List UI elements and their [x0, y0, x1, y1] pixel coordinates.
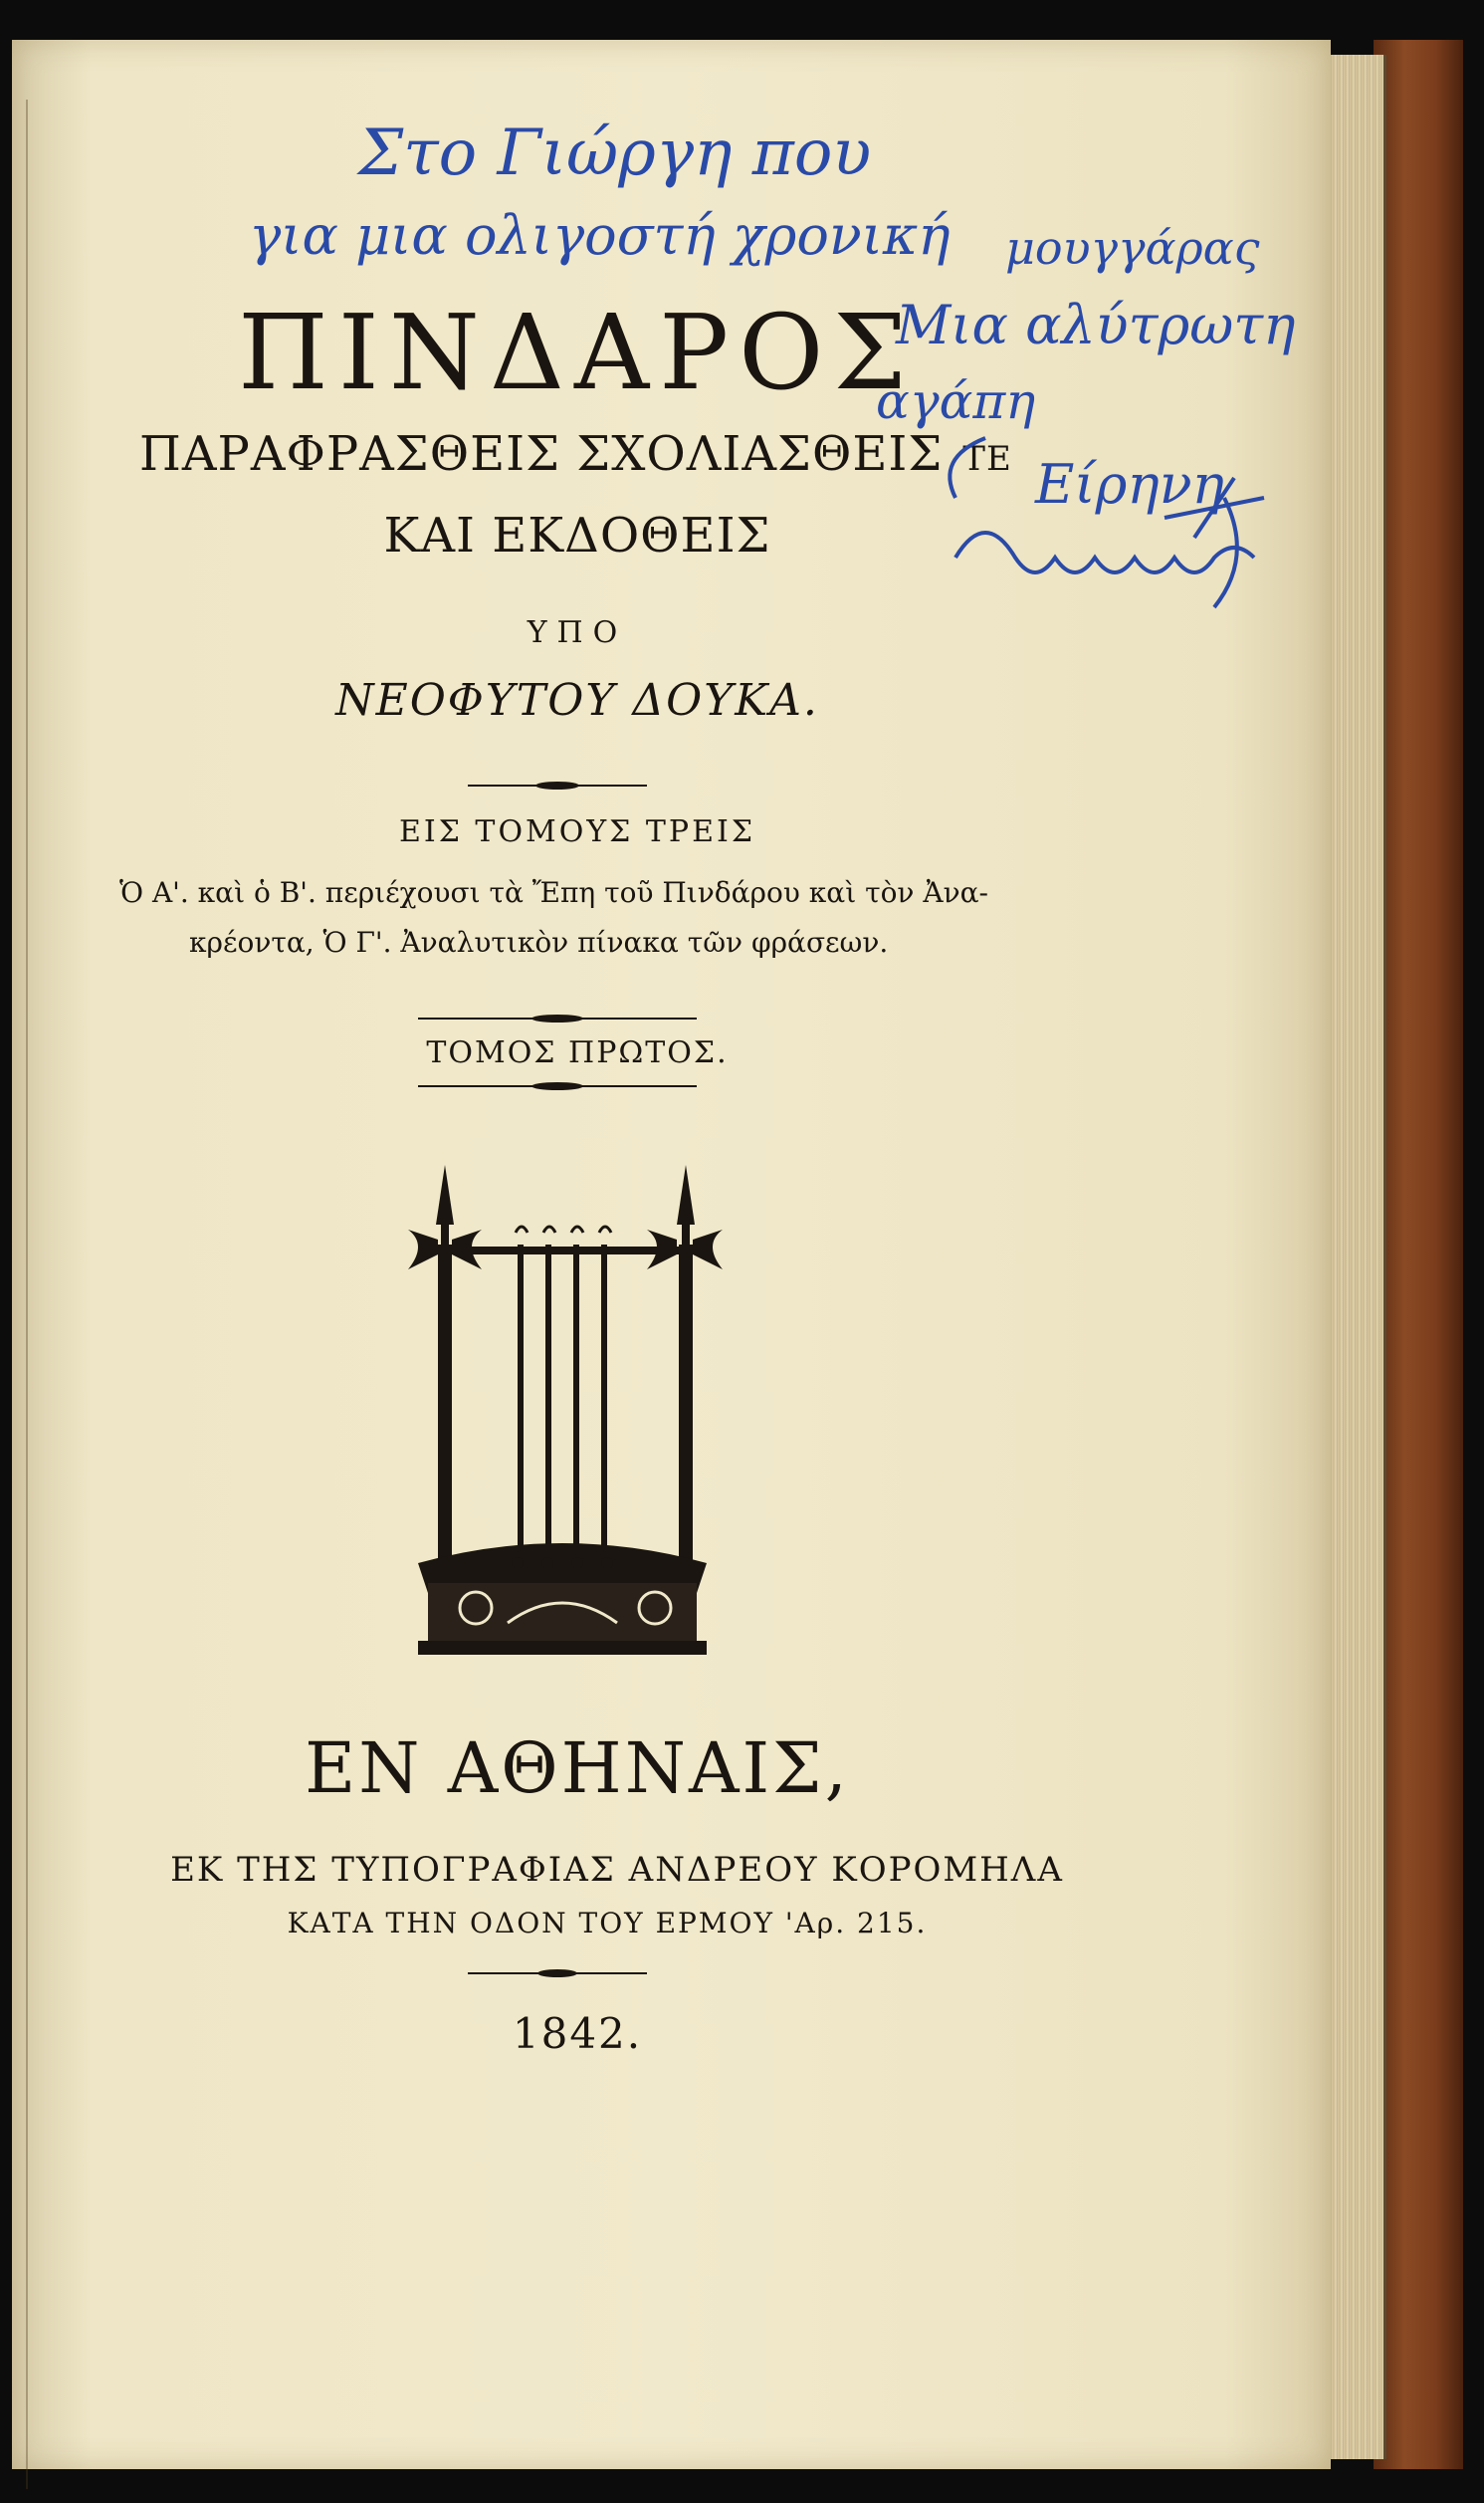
book-title: ΠΙΝΔΑΡΟΣ [238, 292, 917, 413]
dedication-line-6: Είρηνη [1035, 453, 1224, 516]
subtitle-line-1-text: ΠΑΡΑΦΡΑΣΘΕΙΣ ΣΧΟΛΙΑΣΘΕΙΣ [139, 426, 944, 482]
volume-label: ΤΟΜΟΣ ΠΡΩΤΟΣ. [426, 1035, 729, 1070]
publication-year: 1842. [512, 2009, 643, 2058]
printer-line-1: ΕΚ ΤΗΣ ΤΥΠΟΓΡΑΦΙΑΣ ΑΝΔΡΕΟΥ ΚΟΡΟΜΗΛΑ [170, 1850, 1064, 1890]
place-of-publication: ΕΝ ΑΘΗΝΑΙΣ, [305, 1727, 850, 1809]
printer-line-2: ΚΑΤΑ ΤΗΝ ΟΔΟΝ ΤΟΥ ΕΡΜΟΥ 'Αρ. 215. [287, 1907, 928, 1939]
author-name: ΝΕΟΦΥΤΟΥ ΔΟΥΚΑ. [335, 675, 819, 726]
volumes-note-line-2: κρέοντα, Ὁ Γ'. Ἀναλυτικὸν πίνακα τῶν φράσεων. [189, 926, 889, 959]
dedication-line-4: Μια αλύτρωτη [896, 294, 1296, 356]
dedication-line-2: για μια ολιγοστή χρονική [249, 204, 951, 267]
volumes-note-line-1: Ὁ Α'. καὶ ὁ Β'. περιέχουσι τὰ Ἔπη τοῦ Πινδάρου καὶ τὸν Ἀνα- [119, 876, 988, 909]
dedication-line-3: μουγγάρας [1005, 221, 1260, 275]
subtitle-line-2: ΚΑΙ ΕΚΔΟΘΕΙΣ [383, 508, 771, 564]
dedication-line-5: αγάπη [876, 372, 1036, 430]
volumes-heading: ΕΙΣ ΤΟΜΟΥΣ ΤΡΕΙΣ [398, 814, 756, 849]
subtitle-line-1-tail: ΤΕ [962, 439, 1012, 479]
dedication-line-1: Στο Γιώργη που [358, 116, 872, 190]
by-label: ΥΠΟ [527, 615, 628, 650]
